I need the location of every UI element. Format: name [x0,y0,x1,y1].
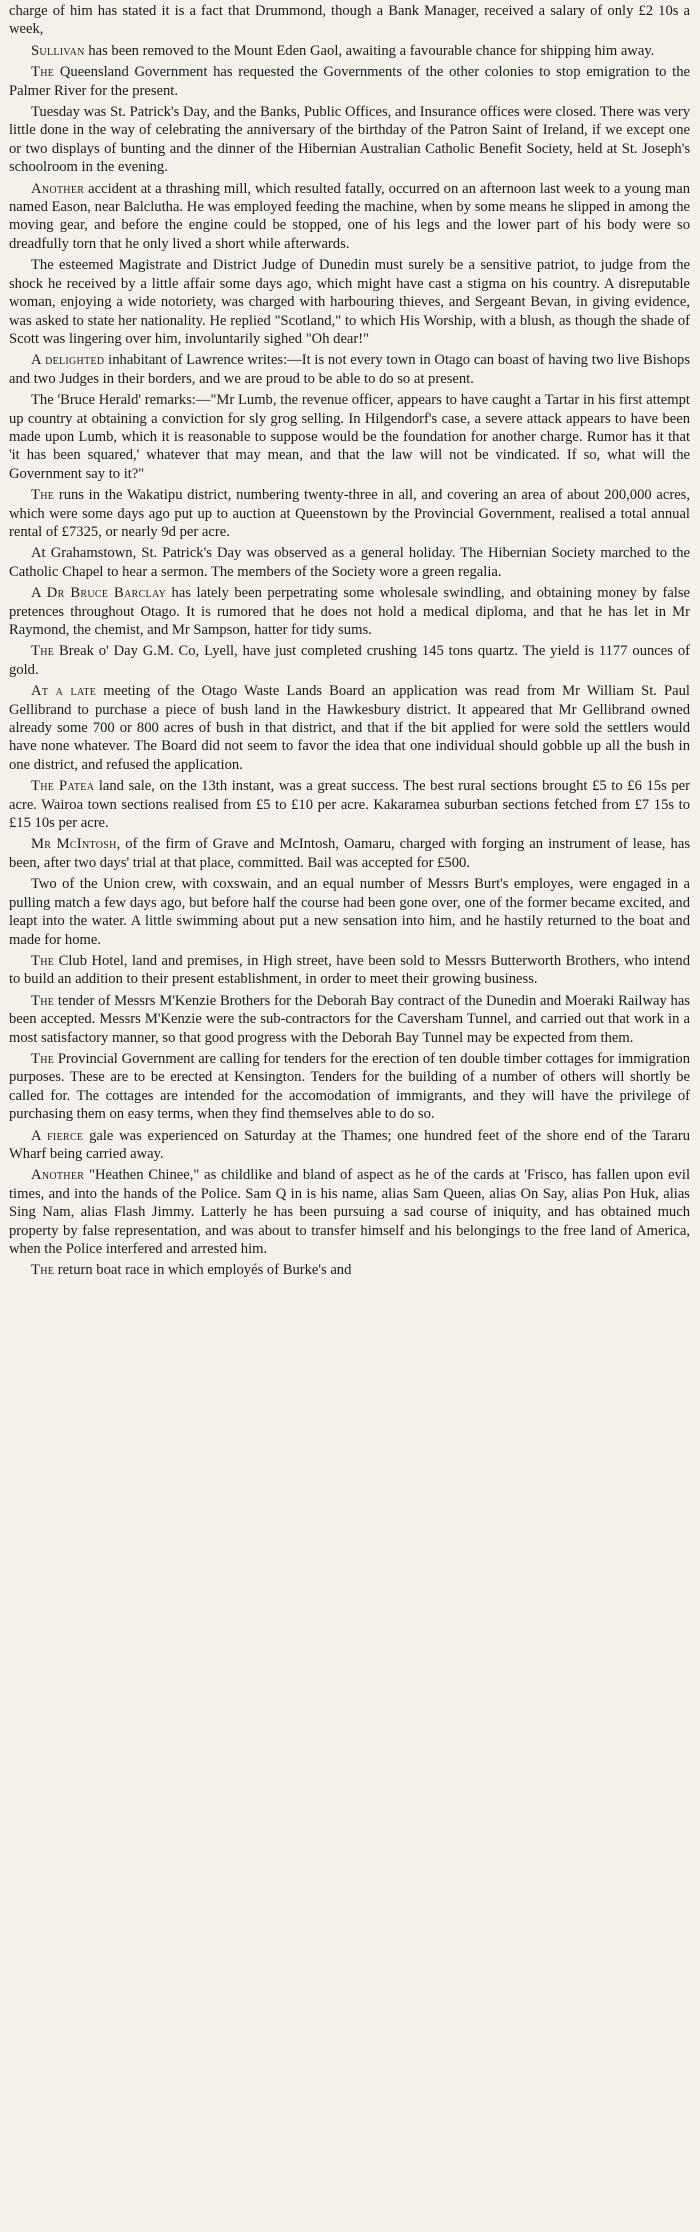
paragraph-lead: The [31,487,55,504]
paragraph-boat-race [9,1261,690,1279]
paragraph-lead: The [31,992,55,1009]
paragraph-mcintosh [9,835,690,872]
paragraph-lead: A Dr Bruce Barclay [31,585,167,602]
paragraph-heathen-chinee [9,1166,690,1258]
paragraph-drummond [9,2,690,39]
paragraph-lead: Another [31,1167,85,1184]
paragraph-patea-land-sale [9,777,690,832]
paragraph-text: accident at a thrashing mill, which resulted fatally, occurred on an afternoon last week to a young man named Eason, near Balclutha. He was employed feeding the machine, when by some means he slipped in among the moving gear, and before the engine could be stopped, one of his legs and the lower part of his body were so dreadfully torn that he only lived a short while afterwards. [9,180,690,252]
paragraph-lead: A delighted [31,352,105,369]
paragraph-lead: The Patea [31,778,95,795]
paragraph-club-hotel [9,952,690,989]
paragraph-thrashing-mill [9,180,690,254]
paragraph-bruce-herald [9,391,690,483]
paragraph-lead: A fierce [31,1127,84,1144]
paragraph-text: The 'Bruce Herald' remarks:—"Mr Lumb, the revenue officer, appears to have caught a Tartar in his first attempt up country at obtaining a conviction for sly grog selling. In Hilgendorf's case, a severe attack appears to have been made upon Lumb, which it is reasonable to suppose would be the foundation for another charge. Rumor has it that 'it has been squared,' whatever that may mean, and that the law will not be vindicated. If so, what will the Government say to it?" [9,392,690,482]
paragraph-text: Club Hotel, land and premises, in High street, have been sold to Messrs Butterworth Brothers, who intend to build an addition to their present establishment, in order to meet their growing business. [9,952,690,988]
paragraph-lead: The [31,1262,55,1279]
paragraph-lead: The [31,64,55,81]
paragraph-break-o-day [9,642,690,679]
paragraph-text: inhabitant of Lawrence writes:—It is not every town in Otago can boast of having two live Bishops and two Judges in their borders, and we are proud to be able to do so at present. [9,352,691,387]
paragraph-lead: Another [31,180,85,197]
paragraph-st-patricks-day [9,103,690,177]
paragraph-wakatipu-runs [9,486,690,541]
paragraph-text: has lately been perpetrating some wholesale swindling, and obtaining money by false pretences throughout Otago. It is rumored that he does not hold a medical diploma, and that he has let in Mr Raymond, the chemist, and Mr Sampson, hatter for tidy sums. [9,585,691,638]
paragraph-text: tender of Messrs M'Kenzie Brothers for the Deborah Bay contract of the Dunedin and Moeraki Railway has been accepted. Messrs M'Kenzie were the sub-contractors for the Caversham Tunnel, and carried out that work in a most satisfactory manner, so that good progress with the Deborah Bay Tunnel may be expected from them. [9,992,690,1046]
paragraph-text: Queensland Government has requested the Governments of the other colonies to stop emigration to the Palmer River for the present. [9,64,690,99]
paragraph-thames-gale [9,1127,690,1164]
paragraph-lead: Sullivan [31,42,85,59]
paragraph-text: gale was experienced on Saturday at the Thames; one hundred feet of the shore end of the Tararu Wharf being carried away. [9,1127,690,1162]
paragraph-lawrence [9,351,690,388]
paragraph-text: Break o' Day G.M. Co, Lyell, have just completed crushing 145 tons quartz. The yield is 1177 ounces of gold. [9,643,690,678]
paragraph-magistrate [9,256,690,348]
paragraph-mkenzie-tender [9,992,690,1047]
paragraph-text: runs in the Wakatipu district, numbering twenty-three in all, and covering an area of about 200,000 acres, which were some days ago put up to auction at Queenstown by the Provincial Government, realised a total annual rental of £7325, or nearly 9d per acre. [9,487,690,540]
paragraph-lead: The [31,952,55,969]
paragraph-immigration-cottages [9,1050,690,1124]
paragraph-lead: The [31,643,55,660]
paragraph-bruce-barclay [9,584,690,639]
paragraph-text: return boat race in which employés of Burke's and [54,1262,352,1279]
paragraph-waste-lands-board [9,682,690,774]
paragraph-sullivan [9,42,690,60]
paragraph-text: At Grahamstown, St. Patrick's Day was observed as a general holiday. The Hibernian Society marched to the Catholic Chapel to hear a sermon. The members of the Society wore a green regalia. [9,545,690,580]
paragraph-text: Two of the Union crew, with coxswain, and an equal number of Messrs Burt's employes, were engaged in a pulling match a few days ago, but before half the course had been gone over, one of the former became excited, and leapt into the water. A little swimming about put a new sensation into him, and he hastily returned to the boat and made for home. [9,876,690,948]
paragraph-queensland [9,63,690,100]
paragraph-grahamstown [9,544,690,581]
paragraph-text: has been removed to the Mount Eden Gaol, awaiting a favourable chance for shipping him away. [84,42,655,59]
paragraph-union-crew [9,875,690,949]
paragraph-text: meeting of the Otago Waste Lands Board an application was read from Mr William St. Paul Gellibrand to purchase a piece of bush land in the Hawkesbury district. It appeared that Mr Gellibrand owned already some 700 or 800 acres of bush in that district, and that if the bit applied for were sold the settlers would have none whatever. The Board did not seem to favor the idea that one individual should gobble up all the bush in one district, and refused the application. [9,683,690,773]
paragraph-text: Provincial Government are calling for tenders for the erection of ten double timber cottages for immigration purposes. These are to be erected at Kensington. Tenders for the building of a number of others will shortly be called for. The cottages are intended for the accomodation of immigrants, and they will have the privilege of purchasing them on easy terms, when they find themselves able to do so. [9,1050,690,1123]
paragraph-text: charge of him has stated it is a fact that Drummond, though a Bank Manager, received a salary of only £2 10s a week, [9,3,690,38]
paragraph-lead: At a late [31,683,97,700]
paragraph-text: , of the firm of Grave and McIntosh, Oamaru, charged with forging an instrument of lease, has been, after two days' trial at that place, committed. Bail was accepted for £500. [9,836,691,871]
paragraph-lead: Mr McIntosh [31,836,117,853]
paragraph-text: Tuesday was St. Patrick's Day, and the Banks, Public Offices, and Insurance offices were closed. There was very little done in the way of celebrating the anniversary of the birthday of the Patron Saint of Ireland, if we except one or two displays of bunting and the dinner of the Hibernian Australian Catholic Benefit Society, held at St. Joseph's schoolroom in the evening. [9,104,690,176]
paragraph-text: "Heathen Chinee," as childlike and bland of aspect as he of the cards at 'Frisco, has fallen upon evil times, and into the hands of the Police. Sam Q in is his name, alias Sam Queen, alias On Say, alias Pon Huk, alias Sing Nam, alias Flash Jimmy. Latterly he has been pursuing a sad course of iniquity, and has obtained much property by false representation, and was about to transfer himself and his belongings to the free land of America, when the Police interfered and arrested him. [9,1167,690,1257]
paragraph-lead: The [31,1050,55,1067]
paragraph-text: land sale, on the 13th instant, was a great success. The best rural sections brought £5 to £6 15s per acre. Wairoa town sections realised from £5 to £10 per acre. Kakaramea suburban sections fetched from £7 15s to £15 10s per acre. [9,778,690,832]
paragraph-text: The esteemed Magistrate and District Judge of Dunedin must surely be a sensitive patriot, to judge from the shock he received by a little affair some days ago, which might have cast a stigma on his country. A disreputable woman, enjoying a wide notoriety, was charged with harbouring thieves, and Sergeant Bevan, in giving evidence, was asked to state her nationality. He replied "Scotland," to which His Worship, with a blush, as though the shade of Scott was lingering over him, involuntarily sighed "Oh dear!" [9,257,690,347]
